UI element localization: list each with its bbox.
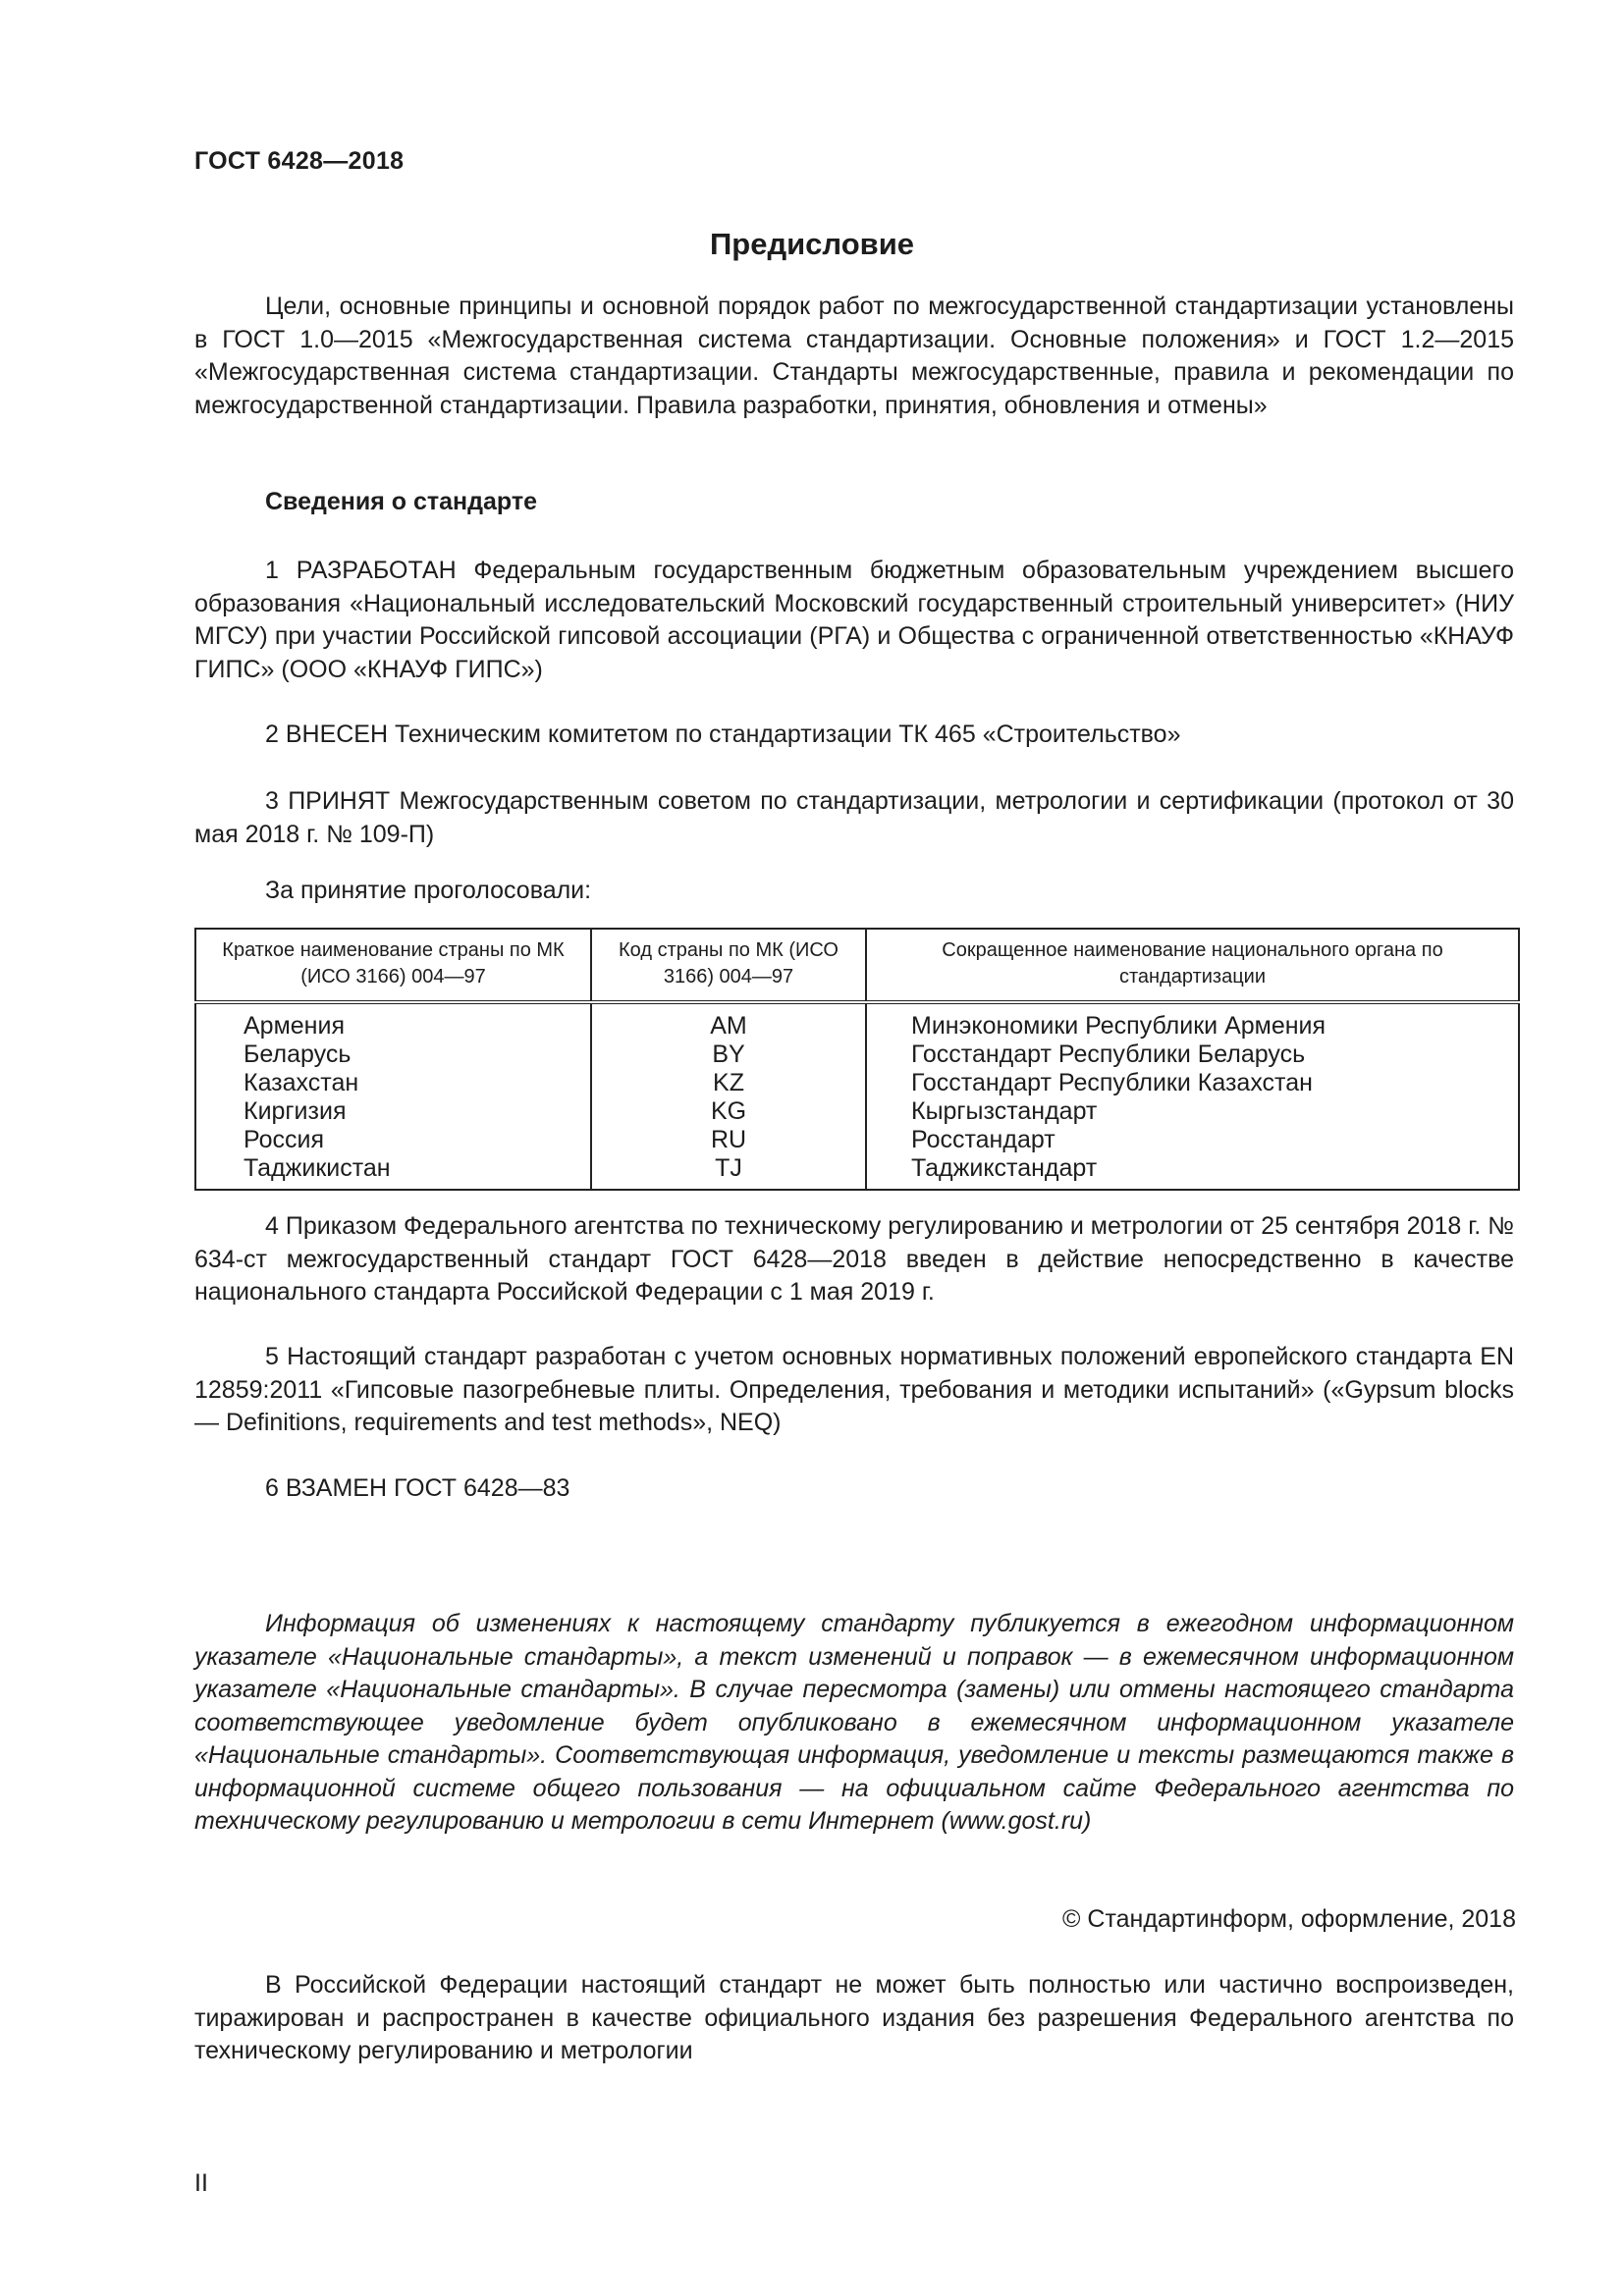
- code-cell: KG: [710, 1097, 747, 1125]
- item-4-text: 4 Приказом Федерального агентства по техническому регулированию и метрологии от 25 сентября 2018 г. № 634-ст межгосударственный стандарт ГОСТ 6428—2018 введен в действие непосредственно в качестве национального стандарта Российской Федерации с 1 мая 2019 г.: [194, 1212, 1514, 1306]
- vote-table-body: [195, 1002, 1519, 1190]
- page-number: II: [194, 2169, 208, 2197]
- vote-label: За принятие проголосовали:: [265, 877, 592, 904]
- copyright-line: © Стандартинформ, оформление, 2018: [1062, 1905, 1516, 1933]
- item-5-text: 5 Настоящий стандарт разработан с учетом основных нормативных положений европейского стандарта EN 12859:2011 «Гипсовые пазогребневые плиты. Определения, требования и методики испытаний» («Gypsum blocks — Definitions, requirements and test methods», NEQ): [194, 1343, 1514, 1436]
- reproduction-notice: [194, 1969, 1514, 2068]
- section-heading: Сведения о стандарте: [265, 488, 538, 515]
- item-1-paragraph: [194, 555, 1514, 686]
- body-cell: Росстандарт: [911, 1126, 1056, 1153]
- header-country-name: Краткое наименование страны по МК (ИСО 3166) 004—97: [195, 929, 591, 1002]
- vote-table-header-row: [195, 929, 1519, 1002]
- body-cell: Госстандарт Республики Беларусь: [911, 1041, 1306, 1068]
- country-cell: Армения: [244, 1012, 345, 1040]
- item-6-paragraph: [194, 1472, 1514, 1506]
- info-notice-text: Информация об изменениях к настоящему стандарту публикуется в ежегодном информационном указателе «Национальные стандарты», а текст изменений и поправок — в ежемесячном информационном указателе «Национальные стандарты». В случае пересмотра (замены) или отмены настоящего стандарта соответствующее уведомление будет опубликовано в ежемесячном информационном указателе «Национальные стандарты». Соответствующая информация, уведомление и тексты размещаются также в информационной системе общего пользования — на официальном сайте Федерального агентства по техническому регулированию и метрологии в сети Интернет (www.gost.ru): [194, 1610, 1514, 1835]
- code-column: [591, 1002, 866, 1190]
- reproduction-notice-text: В Российской Федерации настоящий стандарт не может быть полностью или частично воспроизведен, тиражирован и распространен в качестве официального издания без разрешения Федерального агентства по техническому регулированию и метрологии: [194, 1971, 1514, 2064]
- country-cell: Казахстан: [244, 1069, 359, 1096]
- code-cell: RU: [710, 1126, 747, 1153]
- code-cell: KZ: [713, 1069, 744, 1096]
- intro-text: Цели, основные принципы и основной порядок работ по межгосударственной стандартизации установлены в ГОСТ 1.0—2015 «Межгосударственная система стандартизации. Основные положения» и ГОСТ 1.2—2015 «Межгосударственная система стандартизации. Стандарты межгосударственные, правила и рекомендации по межгосударственной стандартизации. Правила разработки, принятия, обновления и отмены»: [194, 293, 1514, 419]
- body-cell: Таджикстандарт: [911, 1154, 1098, 1182]
- country-column: [195, 1002, 591, 1190]
- body-cell: Минэкономики Республики Армения: [911, 1012, 1326, 1040]
- item-5-paragraph: [194, 1341, 1514, 1440]
- body-column: [866, 1002, 1519, 1190]
- code-cell: TJ: [715, 1154, 742, 1182]
- code-cell: AM: [710, 1012, 747, 1040]
- header-country-code: Код страны по МК (ИСО 3166) 004—97: [591, 929, 866, 1002]
- standard-code-header: ГОСТ 6428—2018: [194, 147, 405, 175]
- item-3-text: 3 ПРИНЯТ Межгосударственным советом по стандартизации, метрологии и сертификации (протокол от 30 мая 2018 г. № 109-П): [194, 787, 1514, 848]
- item-2-paragraph: [194, 719, 1514, 752]
- body-cell: Госстандарт Республики Казахстан: [911, 1069, 1313, 1096]
- intro-paragraph: [194, 291, 1514, 422]
- info-notice: [194, 1608, 1514, 1839]
- country-cell: Киргизия: [244, 1097, 347, 1125]
- country-cell: Беларусь: [244, 1041, 352, 1068]
- body-cell: Кыргызстандарт: [911, 1097, 1098, 1125]
- item-2-text: 2 ВНЕСЕН Техническим комитетом по стандартизации ТК 465 «Строительство»: [265, 721, 1181, 748]
- country-cell: Россия: [244, 1126, 324, 1153]
- country-cell: Таджикистан: [244, 1154, 391, 1182]
- code-cell: BY: [712, 1041, 745, 1068]
- item-6-text: 6 ВЗАМЕН ГОСТ 6428—83: [265, 1474, 570, 1502]
- item-3-paragraph: [194, 785, 1514, 851]
- item-1-text: 1 РАЗРАБОТАН Федеральным государственным бюджетным образовательным учреждением высшего образования «Национальный исследовательский Московский государственный строительный университет» (НИУ МГСУ) при участии Российской гипсовой ассоциации (РГА) и Общества с ограниченной ответственностью «КНАУФ ГИПС» (ООО «КНАУФ ГИПС»): [194, 557, 1514, 683]
- header-standards-body: Сокращенное наименование национального органа по стандартизации: [866, 929, 1519, 1002]
- item-4-paragraph: [194, 1210, 1514, 1309]
- vote-table: [194, 928, 1520, 1191]
- page-title: Предисловие: [709, 227, 914, 261]
